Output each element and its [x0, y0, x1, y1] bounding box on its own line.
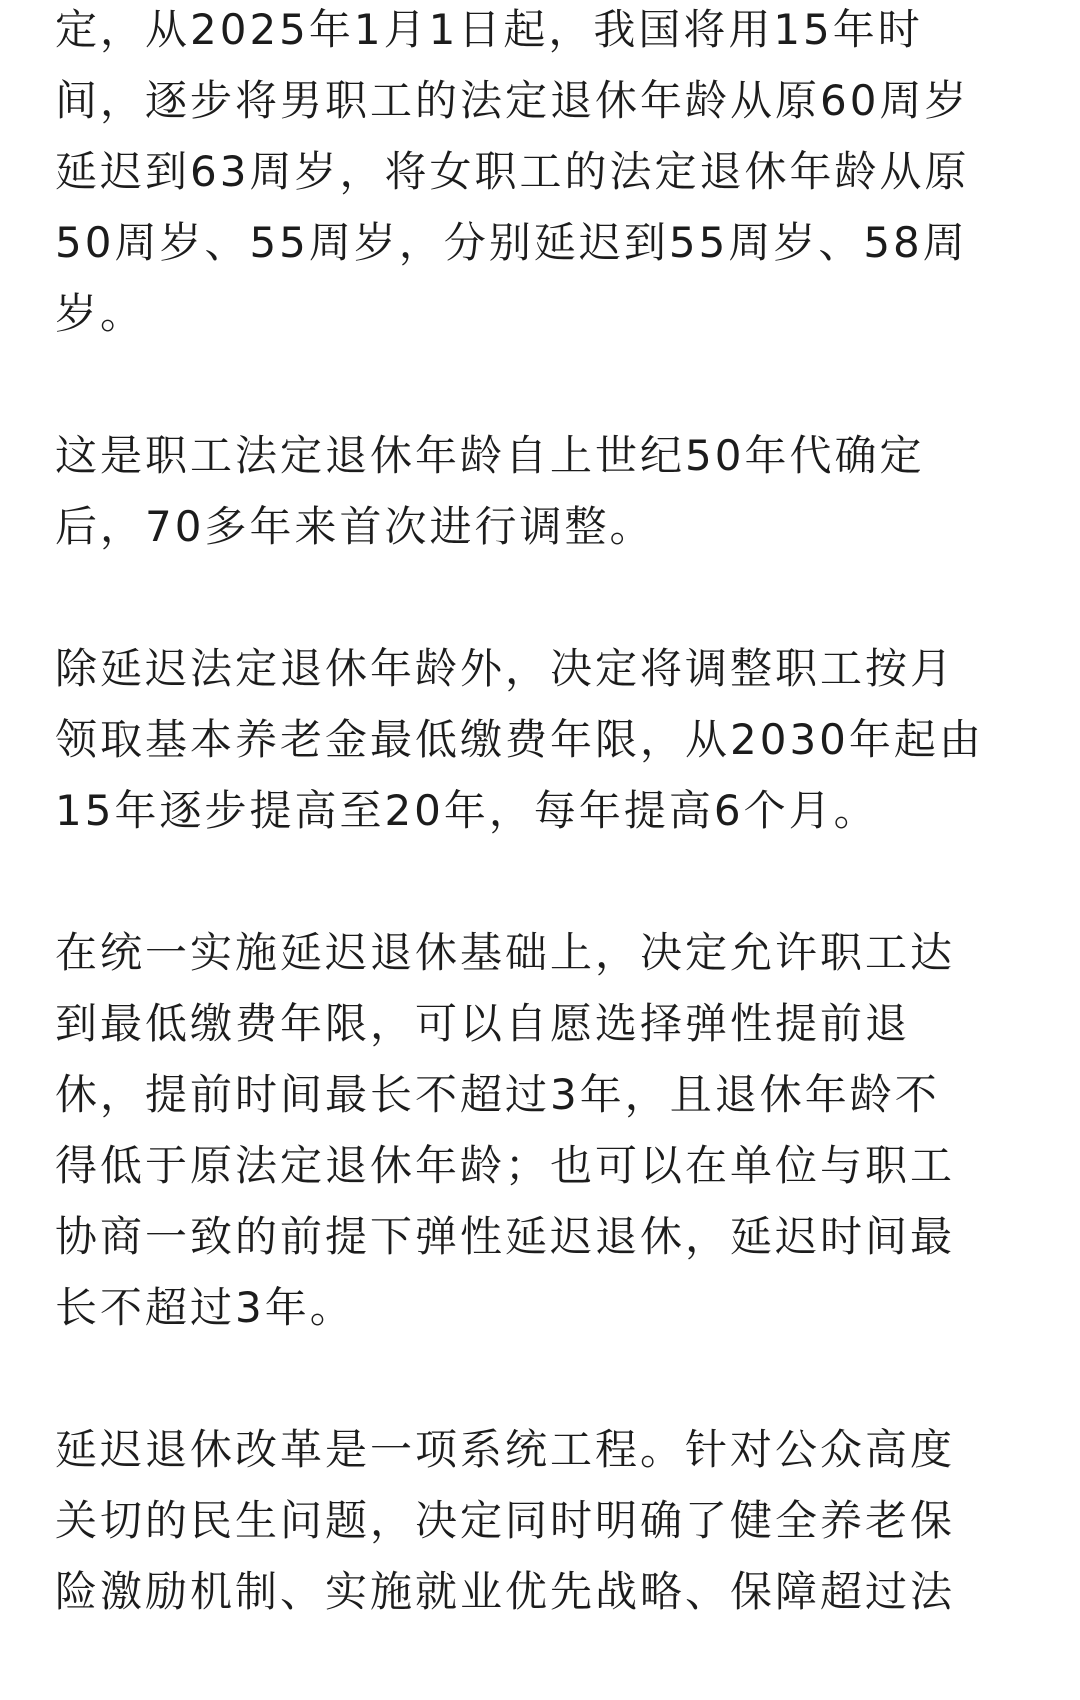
article-body	[55, 0, 1030, 1698]
text-line: 到最低缴费年限，可以自愿选择弹性提前退	[55, 999, 911, 1048]
text-line: 关切的民生问题，决定同时明确了健全养老保	[55, 1496, 956, 1545]
text-line: 这是职工法定退休年龄自上世纪50年代确定	[55, 431, 925, 480]
text-line: 领取基本养老金最低缴费年限，从2030年起由	[55, 715, 984, 764]
text-line: 在统一实施延迟退休基础上，决定允许职工达	[55, 928, 956, 977]
paragraph-contribution-years	[55, 633, 1030, 846]
text-line: 定，从2025年1月1日起，我国将用15年时	[55, 5, 923, 54]
text-line: 15年逐步提高至20年，每年提高6个月。	[55, 786, 879, 835]
text-line: 得低于原法定退休年龄；也可以在单位与职工	[55, 1141, 956, 1190]
text-line: 险激励机制、实施就业优先战略、保障超过法	[55, 1567, 956, 1616]
text-line: 间，逐步将男职工的法定退休年龄从原60周岁	[55, 76, 970, 125]
paragraph-first-adjustment	[55, 420, 1030, 562]
text-line: 除延迟法定退休年龄外，决定将调整职工按月	[55, 644, 956, 693]
text-line: 后，70多年来首次进行调整。	[55, 502, 655, 551]
text-line: 长不超过3年。	[55, 1283, 355, 1332]
text-line: 50周岁、55周岁，分别延迟到55周岁、58周	[55, 218, 968, 267]
text-line: 延迟退休改革是一项系统工程。针对公众高度	[55, 1425, 956, 1474]
text-line: 协商一致的前提下弹性延迟退休，延迟时间最	[55, 1212, 956, 1261]
paragraph-retirement-age	[55, 0, 1030, 349]
paragraph-system-engineering	[55, 1414, 1030, 1627]
text-line: 休，提前时间最长不超过3年，且退休年龄不	[55, 1070, 940, 1119]
text-line: 延迟到63周岁，将女职工的法定退休年龄从原	[55, 147, 970, 196]
paragraph-flexible-retirement	[55, 917, 1030, 1343]
text-line: 岁。	[55, 289, 146, 338]
